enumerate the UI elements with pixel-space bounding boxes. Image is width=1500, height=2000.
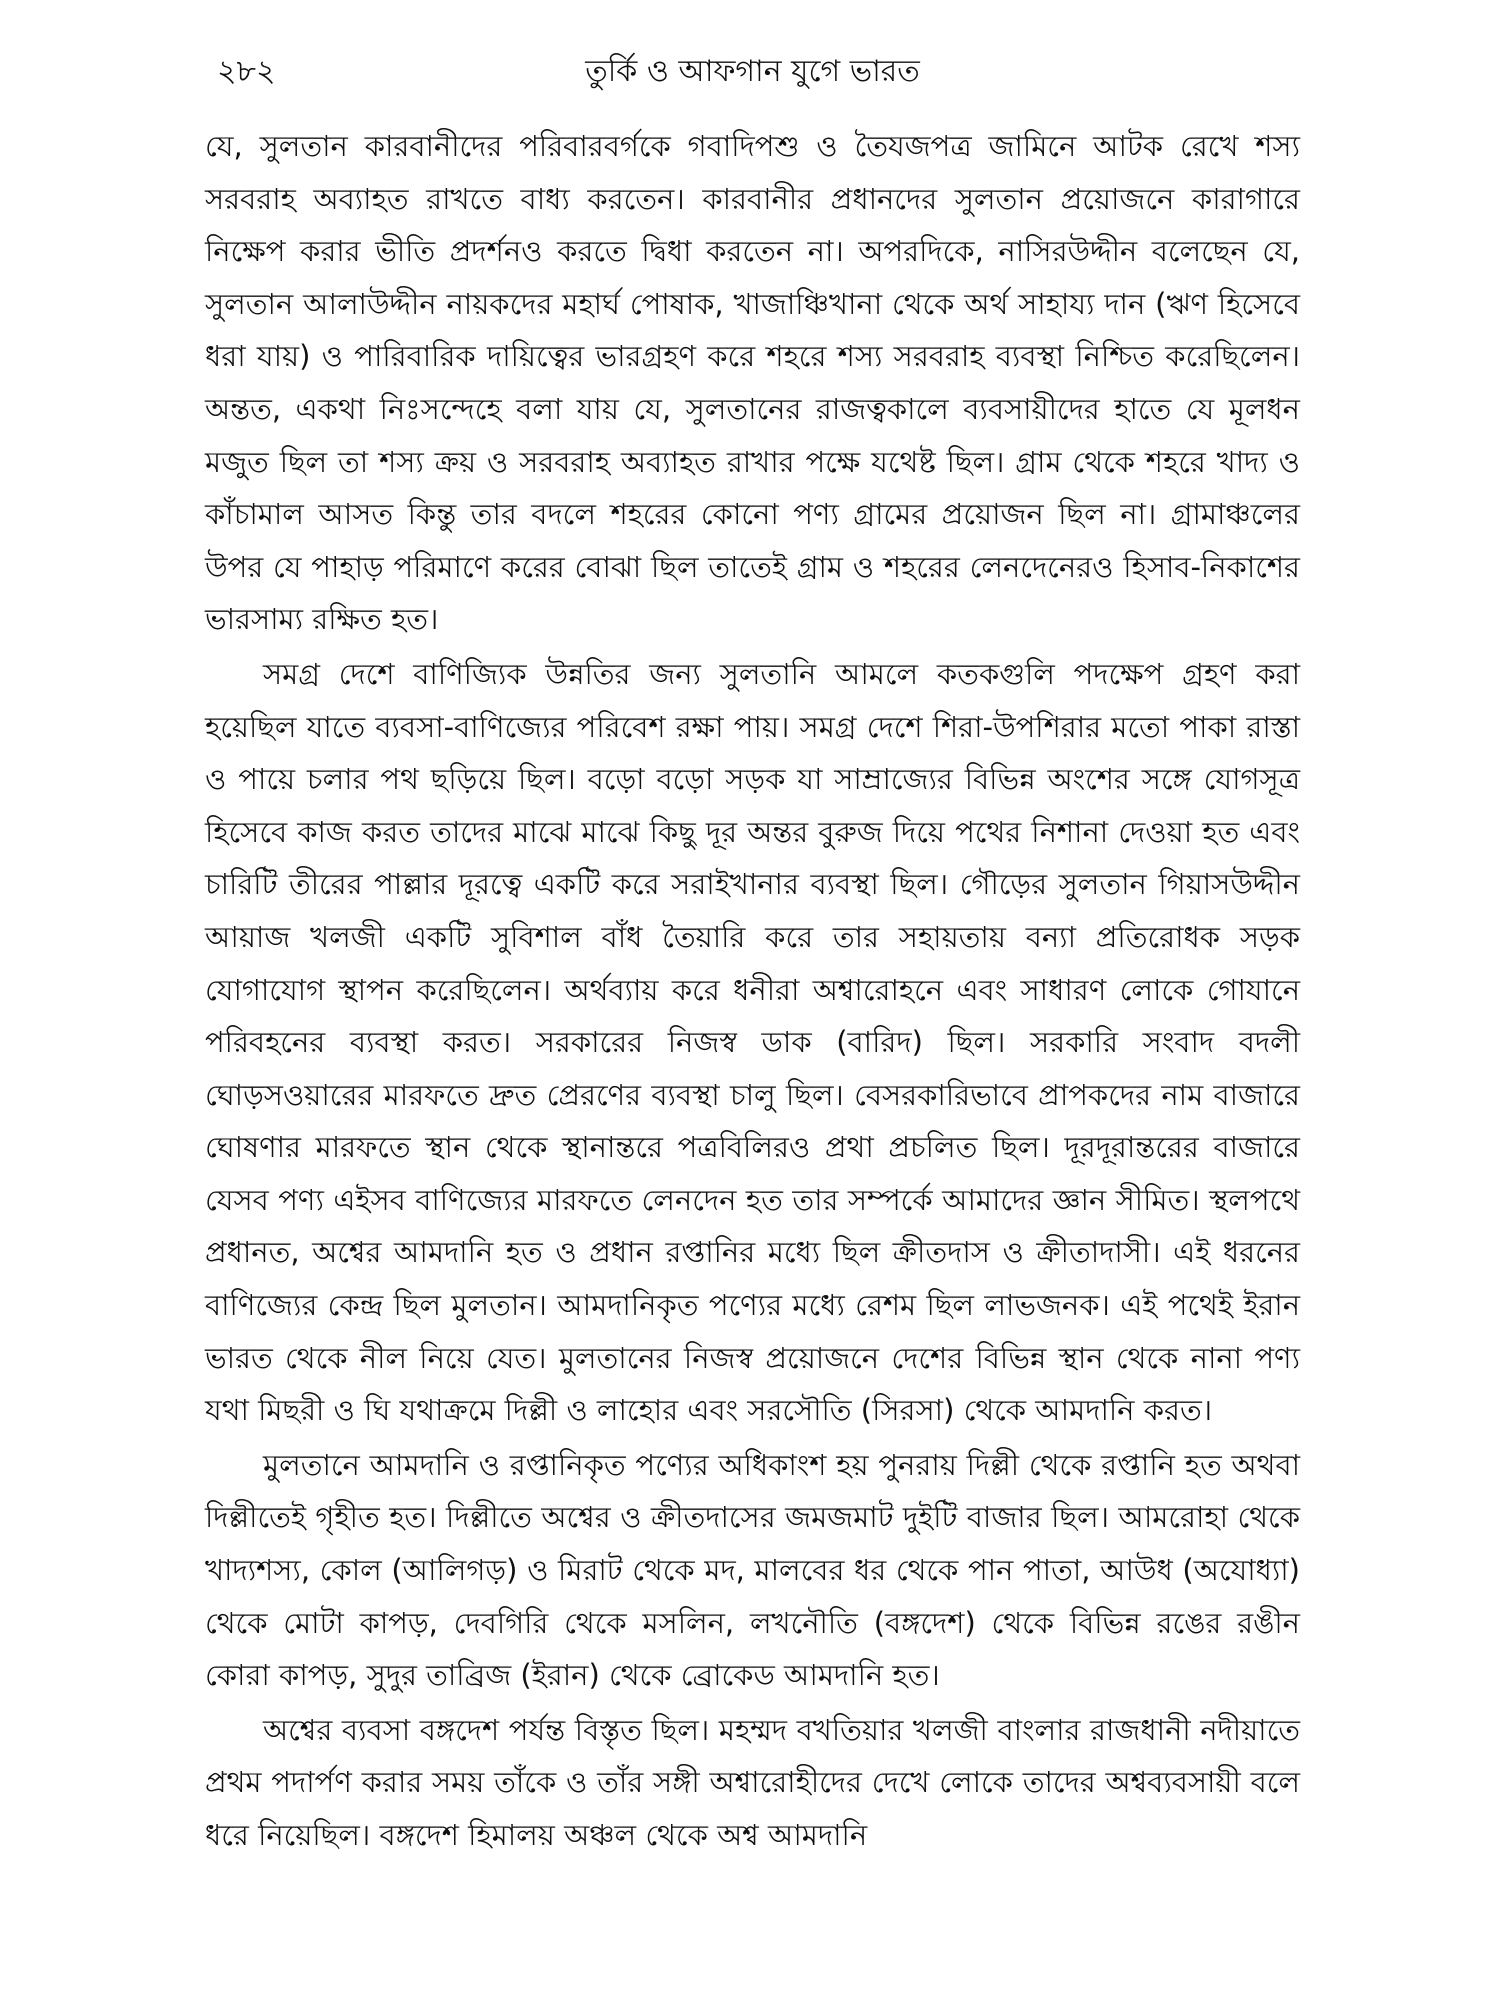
paragraph-continuation: যে, সুলতান কারবানীদের পরিবারবর্গকে গবাদিপশু ও তৈযজপত্র জামিনে আটক রেখে শস্য সরবরাহ অব্যাহত রাখতে বাধ্য করতেন। কারবানীর প্রধানদের সুলতান প্রয়োজনে কারাগারে নিক্ষেপ করার ভীতি প্রদর্শনও করতে দ্বিধা করতেন না। অপরদিকে, নাসিরউদ্দীন বলেছেন যে, সুলতান আলাউদ্দীন নায়কদের মহার্ঘ পোষাক, খাজাঞ্চিখানা থেকে অর্থ সাহায্য দান (ঋণ হিসেবে ধরা যায়) ও পারিবারিক দায়িত্বের ভারগ্রহণ করে শহরে শস্য সরবরাহ ব্যবস্থা নিশ্চিত করেছিলেন। অন্তত, একথা নিঃসন্দেহে বলা যায় যে, সুলতানের রাজত্বকালে ব্যবসায়ীদের হাতে যে মূলধন মজুত ছিল তা শস্য ক্রয় ও সরবরাহ অব্যাহত রাখার পক্ষে যথেষ্ট ছিল। গ্রাম থেকে শহরে খাদ্য ও কাঁচামাল আসত কিন্তু তার বদলে শহরের কোনো পণ্য গ্রামের প্রয়োজন ছিল না। গ্রামাঞ্চলের উপর যে পাহাড় পরিমাণে করের বোঝা ছিল তাতেই গ্রাম ও শহরের লেনদেনেরও হিসাব-নিকাশের ভারসাম্য রক্ষিত হত। (205, 129, 1300, 637)
page-title: তুর্কি ও আফগান যুগে ভারত (585, 54, 920, 89)
paragraph-horse-trade: অশ্বের ব্যবসা বঙ্গদেশ পর্যন্ত বিস্তৃত ছিল। মহম্মদ বখতিয়ার খলজী বাংলার রাজধানী নদীয়াতে প্রথম পদার্পণ করার সময় তাঁকে ও তাঁর সঙ্গী অশ্বারোহীদের দেখে লোকে তাদের অশ্বব্যবসায়ী বলে ধরে নিয়েছিল। বঙ্গদেশ হিমালয় অঞ্চল থেকে অশ্ব আমদানি (205, 1712, 1300, 1852)
body-text (205, 120, 1300, 1862)
paragraph-multan-trade: মুলতানে আমদানি ও রপ্তানিকৃত পণ্যের অধিকাংশ হয় পুনরায় দিল্লী থেকে রপ্তানি হত অথবা দিল্লীতেই গৃহীত হত। দিল্লীতে অশ্বের ও ক্রীতদাসের জমজমাট দুইটি বাজার ছিল। আমরোহা থেকে খাদ্যশস্য, কোল (আলিগড়) ও মিরাট থেকে মদ, মালবের ধর থেকে পান পাতা, আউধ (অযোধ্যা) থেকে মোটা কাপড়, দেবগিরি থেকে মসলিন, লখনৌতি (বঙ্গদেশ) থেকে বিভিন্ন রঙের রঙীন কোরা কাপড়, সুদুর তাব্রিজ (ইরান) থেকে ব্রোকেড আমদানি হত। (205, 1447, 1300, 1693)
paragraph-trade-infrastructure: সমগ্র দেশে বাণিজ্যিক উন্নতির জন্য সুলতানি আমলে কতকগুলি পদক্ষেপ গ্রহণ করা হয়েছিল যাতে ব্যবসা-বাণিজ্যের পরিবেশ রক্ষা পায়। সমগ্র দেশে শিরা-উপশিরার মতো পাকা রাস্তা ও পায়ে চলার পথ ছড়িয়ে ছিল। বড়ো বড়ো সড়ক যা সাম্রাজ্যের বিভিন্ন অংশের সঙ্গে যোগসূত্র হিসেবে কাজ করত তাদের মাঝে মাঝে কিছু দূর অন্তর বুরুজ দিয়ে পথের নিশানা দেওয়া হত এবং চারিটি তীরের পাল্লার দূরত্বে একটি করে সরাইখানার ব্যবস্থা ছিল। গৌড়ের সুলতান গিয়াসউদ্দীন আয়াজ খলজী একটি সুবিশাল বাঁধ তৈয়ারি করে তার সহায়তায় বন্যা প্রতিরোধক সড়ক যোগাযোগ স্থাপন করেছিলেন। অর্থব্যায় করে ধনীরা অশ্বারোহনে এবং সাধারণ লোকে গোযানে পরিবহনের ব্যবস্থা করত। সরকারের নিজস্ব ডাক (বারিদ) ছিল। সরকারি সংবাদ বদলী ঘোড়সওয়ারের মারফতে দ্রুত প্রেরণের ব্যবস্থা চালু ছিল। বেসরকারিভাবে প্রাপকদের নাম বাজারে ঘোষণার মারফতে স্থান থেকে স্থানান্তরে পত্রবিলিরও প্রথা প্রচলিত ছিল। দূরদূরান্তরের বাজারে যেসব পণ্য এইসব বাণিজ্যের মারফতে লেনদেন হত তার সম্পর্কে আমাদের জ্ঞান সীমিত। স্থলপথে প্রধানত, অশ্বের আমদানি হত ও প্রধান রপ্তানির মধ্যে ছিল ক্রীতদাস ও ক্রীতাদাসী। এই ধরনের বাণিজ্যের কেন্দ্র ছিল মুলতান। আমদানিকৃত পণ্যের মধ্যে রেশম ছিল লাভজনক। এই পথেই ইরান ভারত থেকে নীল নিয়ে যেত। মুলতানের নিজস্ব প্রয়োজনে দেশের বিভিন্ন স্থান থেকে নানা পণ্য যথা মিছরী ও ঘি যথাক্রমে দিল্লী ও লাহোর এবং সরসৌতি (সিরসা) থেকে আমদানি করত। (205, 656, 1300, 1428)
page-number: ২৮২ (217, 54, 276, 89)
running-header (205, 42, 1300, 102)
